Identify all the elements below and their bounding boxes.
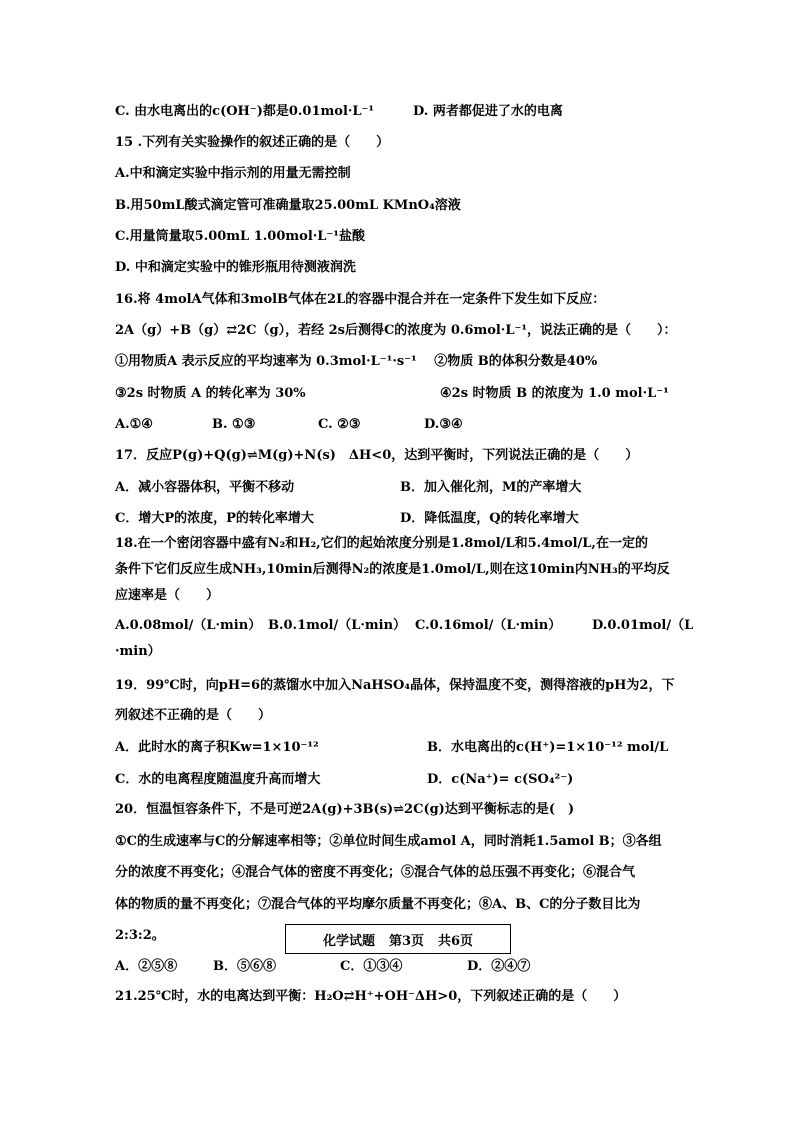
q20-statements-line-4: 2:3:2。 (115, 928, 165, 943)
q15-option-c: C.用量筒量取5.00mL 1.00mol·L⁻¹盐酸 (115, 229, 365, 244)
q16-option-c: C. ②③ (318, 417, 361, 432)
q15-option-d: D. 中和滴定实验中的锥形瓶用待测液润洗 (115, 260, 356, 275)
q17-option-a: A．减小容器体积，平衡不移动 (115, 480, 295, 495)
q17-option-d: D．降低温度，Q的转化率增大 (400, 511, 579, 526)
q20-option-b: B．⑤⑥⑧ (213, 959, 276, 974)
q16-stem: 16.将 4molA气体和3molB气体在2L的容器中混合并在一定条件下发生如下反应： (115, 292, 606, 307)
q14-option-c: C. 由水电离出的c(OH⁻)都是0.01mol·L⁻¹ (115, 104, 375, 119)
footer-total-pages: 共6页 (438, 933, 474, 949)
q21-stem: 21.25℃时，水的电离达到平衡：H₂O⇄H⁺+OH⁻ΔH>0，下列叙述正确的是（ ） (115, 989, 627, 1004)
q19-stem-line-2: 列叙述不正确的是（ ） (115, 708, 272, 723)
q18-stem-line-3: 应速率是（ ） (115, 588, 220, 603)
q20-stem: 20．恒温恒容条件下，不是可逆2A(g)+3B(s)⇌2C(g)达到平衡标志的是( ) (115, 802, 575, 817)
q17-option-b: B．加入催化剂，M的产率增大 (400, 480, 582, 495)
q20-statements-line-3: 体的物质的量不再变化；⑦混合气体的平均摩尔质量不再变化；⑧A、B、C的分子数目比为 (115, 897, 641, 912)
q16-statement-4: ④2s 时物质 B 的浓度为 1.0 mol·L⁻¹ (440, 386, 669, 401)
q19-option-a: A．此时水的离子积Kw=1×10⁻¹² (115, 740, 319, 755)
q15-option-b: B.用50mL酸式滴定管可准确量取25.00mL KMnO₄溶液 (115, 198, 461, 213)
q16-option-b: B. ①③ (212, 417, 256, 432)
q16-option-d: D.③④ (424, 417, 463, 432)
q20-option-c: C．①③④ (340, 959, 403, 974)
q16-equation: 2A（g）+B（g）⇄2C（g），若经 2s后测得C的浓度为 0.6mol·L⁻¹，说法正确的是（ ）： (115, 323, 677, 338)
q20-statements-line-2: 分的浓度不再变化；④混合气体的密度不再变化；⑤混合气体的总压强不再变化；⑥混合气 (115, 865, 636, 880)
q19-option-c: C．水的电离程度随温度升高而增大 (115, 772, 321, 787)
q18-stem-line-1: 18.在一个密闭容器中盛有N₂和H₂,它们的起始浓度分别是1.8mol/L和5.4mol/L,在一定的 (115, 536, 648, 551)
q18-option-b: B.0.1mol/（L·min） (268, 618, 407, 633)
q15-option-a: A.中和滴定实验中指示剂的用量无需控制 (115, 166, 351, 181)
q19-option-d: D．c(Na⁺)= c(SO₄²⁻) (427, 772, 574, 787)
q18-option-c: C.0.16mol/（L·min） (415, 618, 562, 633)
q14-option-d: D. 两者都促进了水的电离 (413, 104, 563, 119)
q18-option-a: A.0.08mol/（L·min） (115, 618, 262, 633)
q17-option-c: C．增大P的浓度，P的转化率增大 (115, 511, 314, 526)
page-footer (285, 924, 511, 954)
q17-stem: 17．反应P(g)+Q(g)⇌M(g)+N(s) ΔH<0，达到平衡时，下列说法正确的是（ ） (115, 448, 639, 463)
footer-subject: 化学试题 (322, 933, 375, 949)
q16-statements-1-2: ①用物质A 表示反应的平均速率为 0.3mol·L⁻¹·s⁻¹ ②物质 B的体积分数是40% (115, 354, 598, 369)
q20-option-a: A．②⑤⑧ (115, 959, 178, 974)
q16-statement-3: ③2s 时物质 A 的转化率为 30% (115, 386, 306, 401)
q18-option-d-cont: ·min） (115, 644, 161, 659)
q18-option-d: D.0.01mol/（L (592, 618, 694, 633)
q20-option-d: D．②④⑦ (467, 959, 531, 974)
footer-page-number: 第3页 (388, 933, 424, 949)
q19-stem-line-1: 19．99℃时，向pH=6的蒸馏水中加入NaHSO₄晶体，保持温度不变，测得溶液的pH为2，下 (115, 678, 675, 693)
q15-stem: 15 .下列有关实验操作的叙述正确的是（ ） (115, 135, 390, 150)
q16-option-a: A.①④ (115, 417, 153, 432)
q20-statements-line-1: ①C的生成速率与C的分解速率相等；②单位时间生成amol A，同时消耗1.5amol B；③各组 (115, 834, 662, 849)
q19-option-b: B．水电离出的c(H⁺)=1×10⁻¹² mol/L (427, 740, 669, 755)
q18-stem-line-2: 条件下它们反应生成NH₃,10min后测得N₂的浓度是1.0mol/L,则在这10min内NH₃的平均反 (115, 562, 670, 577)
